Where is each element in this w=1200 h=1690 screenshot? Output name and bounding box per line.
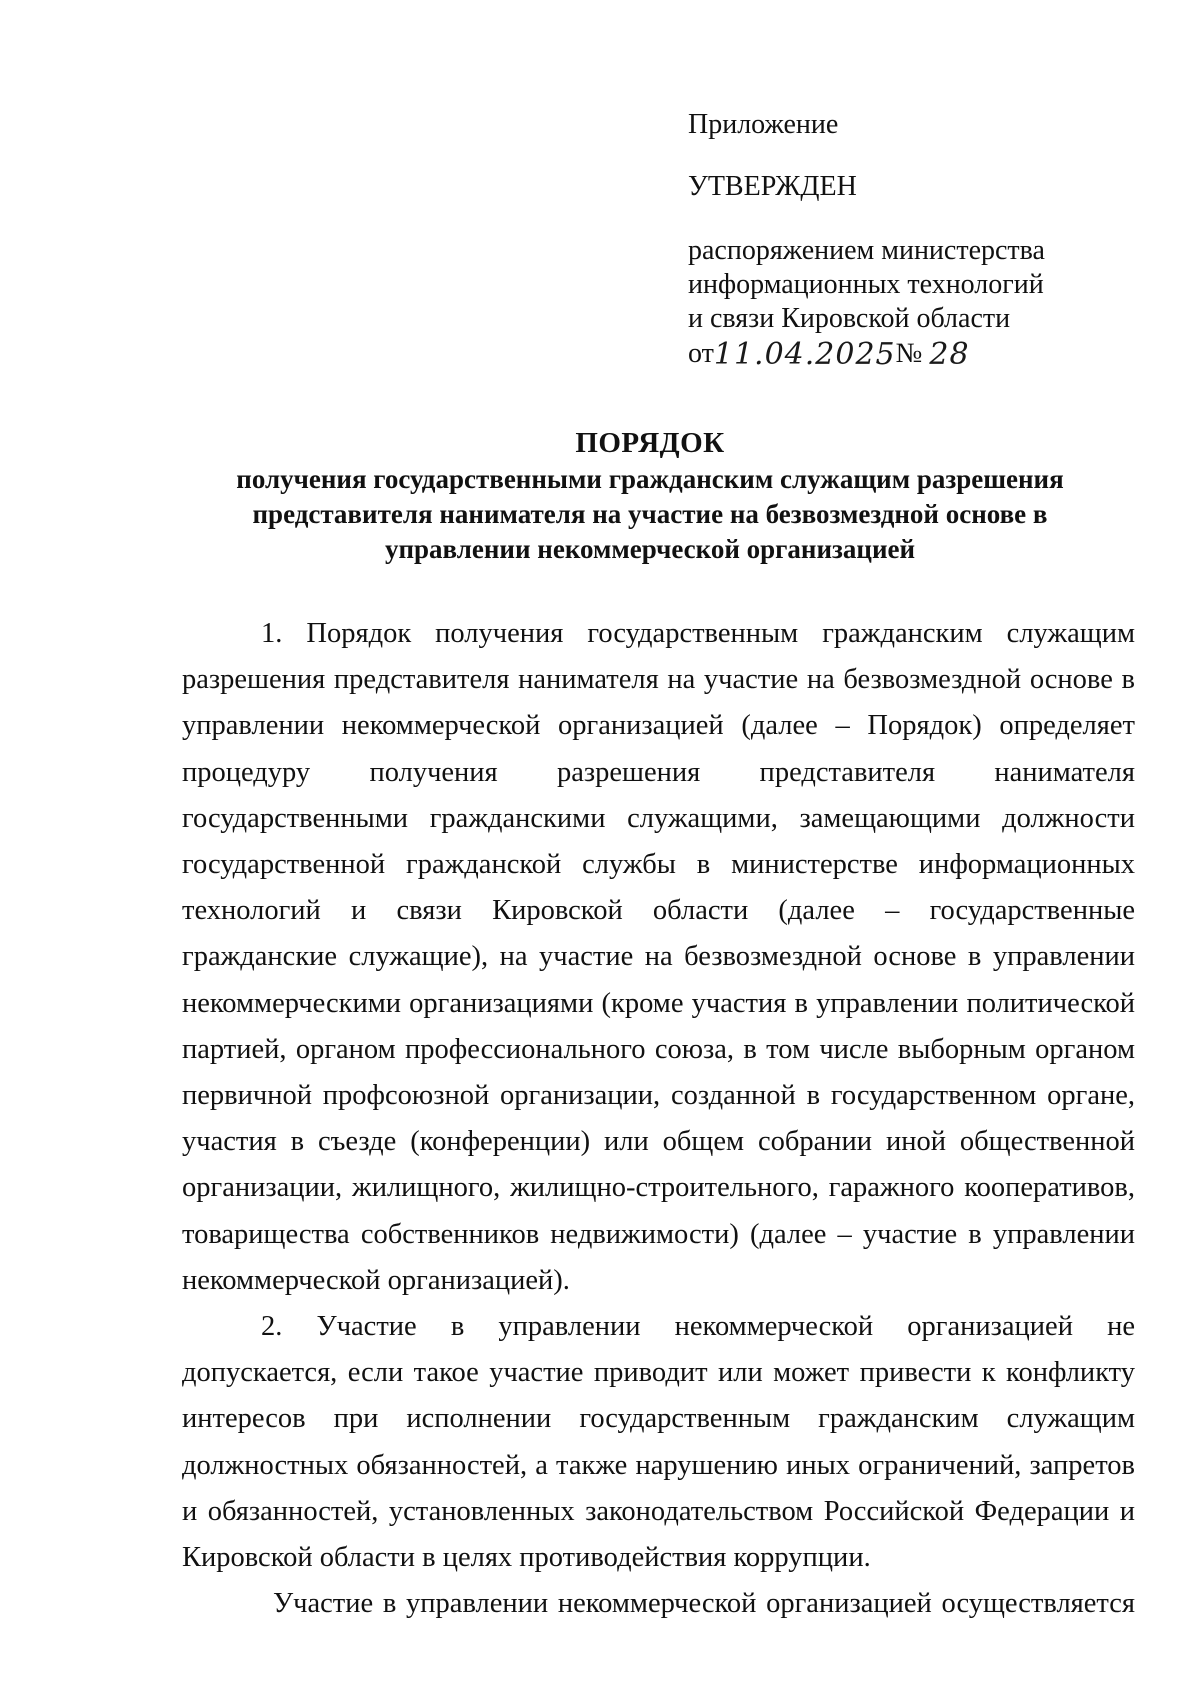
document-title (150, 425, 1150, 566)
number-sign: № (895, 338, 923, 369)
title-line-1: получения государственными гражданским служащим разрешения (236, 464, 1064, 494)
date-prefix: от (688, 338, 714, 369)
approved-by-line-1: распоряжением министерства (688, 235, 1045, 266)
handwritten-date: 11.04.2025 (713, 337, 896, 372)
approval-block (688, 108, 1148, 371)
paragraph-2: 2. Участие в управлении некоммерческой организацией не допускается, если такое участие приводит или может привести к конфликту интересов при исполнении государственным гражданским служащим должностных обязанностей, а также нарушению иных ограничений, запретов и обязанностей, установленных законодательством Российской Федерации и Кировской области в целях противодействия коррупции. (182, 1311, 1135, 1574)
approved-by-line-3: и связи Кировской области (688, 303, 1011, 334)
handwritten-number: 28 (929, 337, 970, 372)
document-body (182, 611, 1135, 1627)
title-line-3: управлении некоммерческой организацией (384, 534, 916, 564)
appendix-label: Приложение (688, 109, 839, 140)
title-line-2: представителя нанимателя на участие на безвозмездной основе в (252, 499, 1048, 529)
approved-label: УТВЕРЖДЕН (688, 171, 857, 202)
title-main: ПОРЯДОК (575, 427, 725, 459)
date-number-line (688, 336, 1148, 371)
approved-by-line-2: информационных технологий (688, 269, 1044, 300)
paragraph-1: 1. Порядок получения государственным гражданским служащим разрешения представителя нанимателя на участие на безвозмездной основе в управлении некоммерческой организацией (далее – Порядок) определяет процедуру получения разрешения представителя нанимателя государственными гражданскими служащими, замещающими должности государственной гражданской службы в министерстве информационных технологий и связи Кировской области (далее – государственные гражданские служащие), на участие на безвозмездной основе в управлении некоммерческими организациями (кроме участия в управлении политической партией, органом профессионального союза, в том числе выборным органом первичной профсоюзной организации, созданной в государственном органе, участия в съезде (конференции) или общем собрании иной общественной организации, жилищного, жилищно-строительного, гаражного кооперативов, товарищества собственников недвижимости) (далее – участие в управлении некоммерческой организацией). (182, 618, 1135, 1296)
paragraph-3: Участие в управлении некоммерческой организацией осуществляется (273, 1588, 1135, 1620)
